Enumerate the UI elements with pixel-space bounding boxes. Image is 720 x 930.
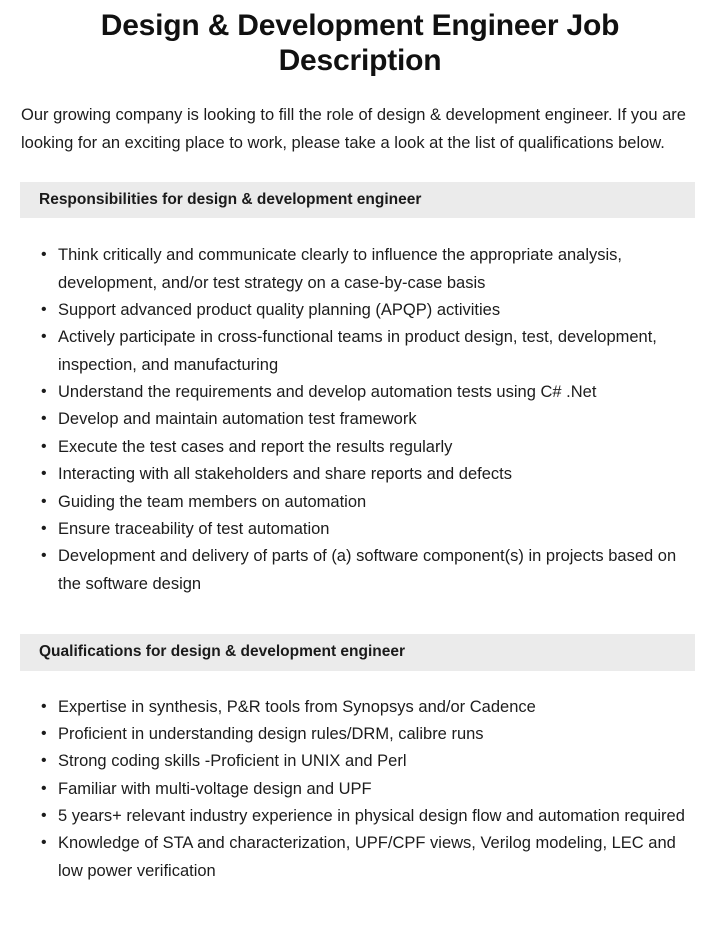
list-item: • Ensure traceability of test automation [0, 516, 720, 543]
list-item: • Guiding the team members on automation [0, 489, 720, 516]
list-item: • Execute the test cases and report the results regularly [0, 434, 720, 461]
list-item: • Understand the requirements and develop automation tests using C# .Net [0, 379, 720, 406]
responsibilities-section [0, 182, 720, 598]
responsibilities-list [0, 218, 720, 598]
list-item: • Knowledge of STA and characterization, UPF/CPF views, Verilog modeling, LEC and low power verification [0, 830, 720, 885]
qualifications-heading: Qualifications for design & development engineer [20, 634, 695, 671]
list-item: • Development and delivery of parts of (a) software component(s) in projects based on the software design [0, 543, 720, 598]
list-item: • Support advanced product quality planning (APQP) activities [0, 297, 720, 324]
qualifications-section [0, 634, 720, 885]
list-item: • Interacting with all stakeholders and share reports and defects [0, 461, 720, 488]
list-item: • Think critically and communicate clearly to influence the appropriate analysis, development, and/or test strategy on a case-by-case basis [0, 242, 720, 297]
list-item: • Expertise in synthesis, P&R tools from Synopsys and/or Cadence [0, 694, 720, 721]
list-item: • Develop and maintain automation test framework [0, 406, 720, 433]
list-item: • Familiar with multi-voltage design and UPF [0, 776, 720, 803]
list-item: • 5 years+ relevant industry experience in physical design flow and automation required [0, 803, 720, 830]
intro-paragraph: Our growing company is looking to fill the role of design & development engineer. If you are looking for an exciting place to work, please take a look at the list of qualifications below. [21, 105, 686, 153]
list-item: • Proficient in understanding design rules/DRM, calibre runs [0, 721, 720, 748]
responsibilities-heading: Responsibilities for design & development engineer [20, 182, 695, 219]
list-item: • Actively participate in cross-functional teams in product design, test, development, inspection, and manufacturing [0, 324, 720, 379]
qualifications-list [0, 671, 720, 886]
page-title: Design & Development Engineer Job Description [100, 9, 620, 78]
list-item: • Strong coding skills -Proficient in UNIX and Perl [0, 748, 720, 775]
